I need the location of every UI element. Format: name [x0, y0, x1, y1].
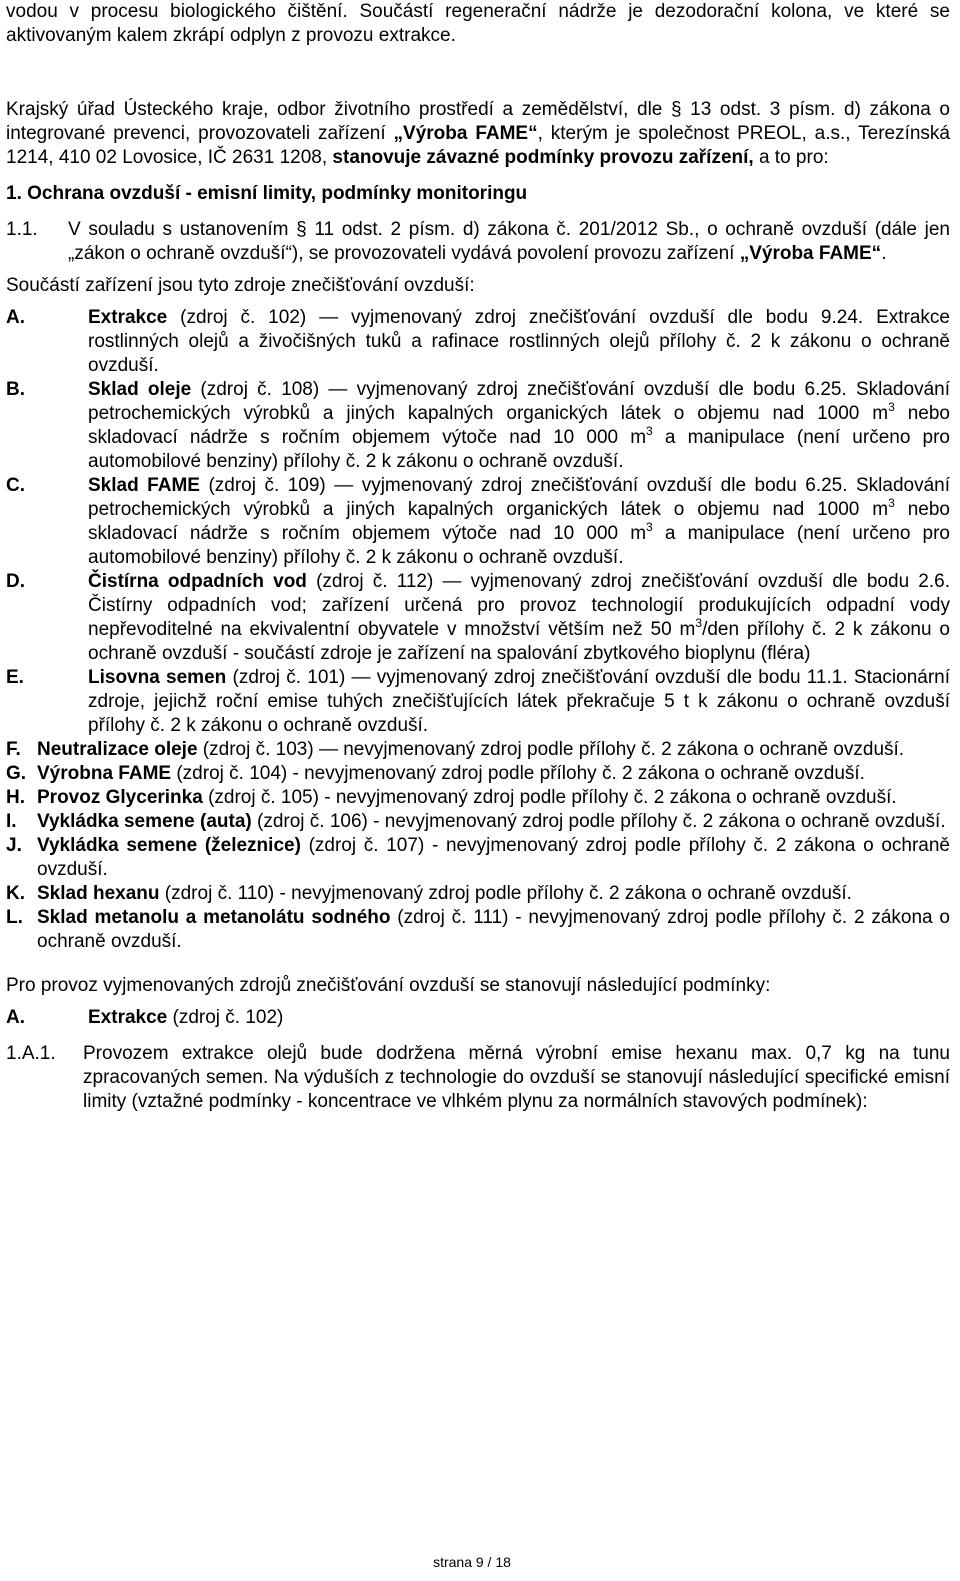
condition-a: A. Extrakce (zdroj č. 102): [6, 1007, 284, 1028]
paragraph-number: 1.1.: [6, 219, 38, 240]
source-mark: E.: [6, 667, 24, 688]
source-name: Provoz Glycerinka: [37, 787, 203, 808]
source-item-minor: F. Neutralizace oleje (zdroj č. 103) — nevyjmenovaný zdroj podle přílohy č. 2 zákona o ochraně ovzduší.: [6, 739, 905, 760]
source-mark: D.: [6, 571, 25, 592]
sources-intro: Součástí zařízení jsou tyto zdroje znečišťování ovzduší:: [6, 275, 475, 296]
source-item: A. Extrakce (zdroj č. 102) — vyjmenovaný zdroj znečišťování ovzduší dle bodu 9.24. Extrakce rostlinných olejů a živočišných tuků a rafinace rostlinných olejů přílohy č. 2 k zákonu o ochraně ovzduší.: [6, 307, 950, 376]
source-mark: B.: [6, 379, 25, 400]
source-mark: H.: [6, 787, 25, 808]
paragraph-1-a-1: 1.A.1. Provozem extrakce olejů bude dodržena měrná výrobní emise hexanu max. 0,7 kg na tunu zpracovaných semen. Na výduších z technologie do ovzduší se stanovují následující specifické emisní limity (vztažné podmínky - koncentrace ve vlhkém plynu za normálních stavových podmínek):: [6, 1043, 950, 1112]
facility-name: „Výroba FAME“: [393, 123, 538, 144]
source-item-minor: K. Sklad hexanu (zdroj č. 110) - nevyjmenovaný zdroj podle přílohy č. 2 zákona o ochraně ovzduší.: [6, 883, 852, 904]
source-item: B. Sklad oleje (zdroj č. 108) — vyjmenovaný zdroj znečišťování ovzduší dle bodu 6.25. Skladování petrochemických výrobků a jiných kapalných organických látek o objemu nad 1000 $m^3$ nebo skladovací nádrže s ročním objemem výtoče nad 10 000 $m^3$ a manipulace (není určeno pro automobilové benziny) přílohy č. 2 k zákonu o ochraně ovzduší.: [6, 379, 951, 472]
page-number: strana 9 / 18: [433, 1554, 511, 1570]
source-name: Sklad metanolu a metanolátu sodného: [37, 907, 391, 928]
source-item-minor: I. Vykládka semene (auta) (zdroj č. 106) - nevyjmenovaný zdroj podle přílohy č. 2 zákona o ochraně ovzduší.: [6, 811, 946, 832]
source-mark: I.: [6, 811, 17, 832]
source-item-minor: L. Sklad metanolu a metanolátu sodného (zdroj č. 111) - nevyjmenovaný zdroj podle přílohy č. 2 zákona o ochraně ovzduší.: [6, 907, 950, 952]
source-item-minor: G. Výrobna FAME (zdroj č. 104) - nevyjmenovaný zdroj podle přílohy č. 2 zákona o ochraně ovzduší.: [6, 763, 865, 784]
source-name: Čistírna odpadních vod: [88, 571, 307, 592]
source-name: Vykládka semene (auta): [37, 811, 252, 832]
source-mark: L.: [6, 907, 23, 928]
source-mark: G.: [6, 763, 27, 784]
source-mark: F.: [6, 739, 21, 760]
source-name: Výrobna FAME: [37, 763, 172, 784]
source-item: E. Lisovna semen (zdroj č. 101) — vyjmenovaný zdroj znečišťování ovzduší dle bodu 11.1. Stacionární zdroje, jejichž roční emise tuhých znečišťujících látek překračuje 5 t k zákonu o ochraně ovzduší přílohy č. 2 k zákonu o ochraně ovzduší.: [6, 667, 951, 736]
decision-bold: stanovuje závazné podmínky provozu zařízení,: [332, 147, 754, 168]
paragraph-number: 1.A.1.: [6, 1043, 56, 1064]
section-1-title: 1. Ochrana ovzduší - emisní limity, podmínky monitoringu: [6, 183, 528, 204]
paragraph-1-1: 1.1. V souladu s ustanovením § 11 odst. 2 písm. d) zákona č. 201/2012 Sb., o ochraně ovzduší (dále jen „zákon o ochraně ovzduší“), se provozovateli vydává povolení provozu zařízení „Výroba FAME“.: [6, 219, 950, 264]
decision-post: a to pro:: [753, 147, 829, 168]
intro-paragraph: vodou v procesu biologického čištění. Součástí regenerační nádrže je dezodorační kolona, ve které se aktivovaným kalem zkrápí odplyn z provozu extrakce.: [6, 1, 950, 46]
source-name: Sklad FAME: [88, 475, 200, 496]
source-name: Sklad oleje: [88, 379, 192, 400]
source-name: Sklad hexanu: [37, 883, 160, 904]
decision-mid: , kterým je společnost PREOL, a.s., Terezínská 1214, 410 02 Lovosice, IČ 2631 1208,: [6, 123, 950, 168]
source-mark: K.: [6, 883, 25, 904]
source-item-minor: J. Vykládka semene (železnice) (zdroj č. 107) - nevyjmenovaný zdroj podle přílohy č. 2 zákona o ochraně ovzduší.: [6, 835, 950, 880]
sources-list-minor: [6, 738, 950, 954]
source-name: Extrakce: [88, 307, 168, 328]
source-mark: J.: [6, 835, 22, 856]
source-item: C. Sklad FAME (zdroj č. 109) — vyjmenovaný zdroj znečišťování ovzduší dle bodu 6.25. Skladování petrochemických výrobků a jiných kapalných organických látek o objemu nad 1000 $m^3$ nebo skladovací nádrže s ročním objemem výtoče nad 10 000 $m^3$ a manipulace (není určeno pro automobilové benziny) přílohy č. 2 k zákonu o ochraně ovzduší.: [6, 475, 951, 568]
decision-paragraph: [6, 98, 950, 170]
source-name: Neutralizace oleje: [37, 739, 198, 760]
source-item: D. Čistírna odpadních vod (zdroj č. 112) — vyjmenovaný zdroj znečišťování ovzduší dle bodu 2.6. Čistírny odpadních vod; zařízení určená pro provoz technologií produkujících odpadní vody nepřevoditelné na ekvivalentní obyvatele v množství větším než 50 $m^3$/den přílohy č. 2 k zákonu o ochraně ovzduší - součástí zdroje je zařízení na spalování zbytkového bioplynu (fléra): [6, 571, 950, 664]
source-mark: A.: [6, 307, 25, 328]
source-name: Lisovna semen: [88, 667, 227, 688]
decision-pre: Krajský úřad Ústeckého kraje, odbor životního prostředí a zemědělství, dle § 13 odst. 3 písm. d) zákona o integrované prevenci, provozovateli zařízení: [6, 99, 950, 144]
source-item-minor: H. Provoz Glycerinka (zdroj č. 105) - nevyjmenovaný zdroj podle přílohy č. 2 zákona o ochraně ovzduší.: [6, 787, 897, 808]
sources-list: [6, 306, 950, 738]
source-name: Vykládka semene (železnice): [37, 835, 301, 856]
document-page: [6, 0, 950, 1114]
facility-name: „Výroba FAME“: [739, 243, 882, 264]
conditions-intro: Pro provoz vyjmenovaných zdrojů znečišťování ovzduší se stanovují následující podmínky:: [6, 975, 771, 996]
source-mark: C.: [6, 475, 25, 496]
